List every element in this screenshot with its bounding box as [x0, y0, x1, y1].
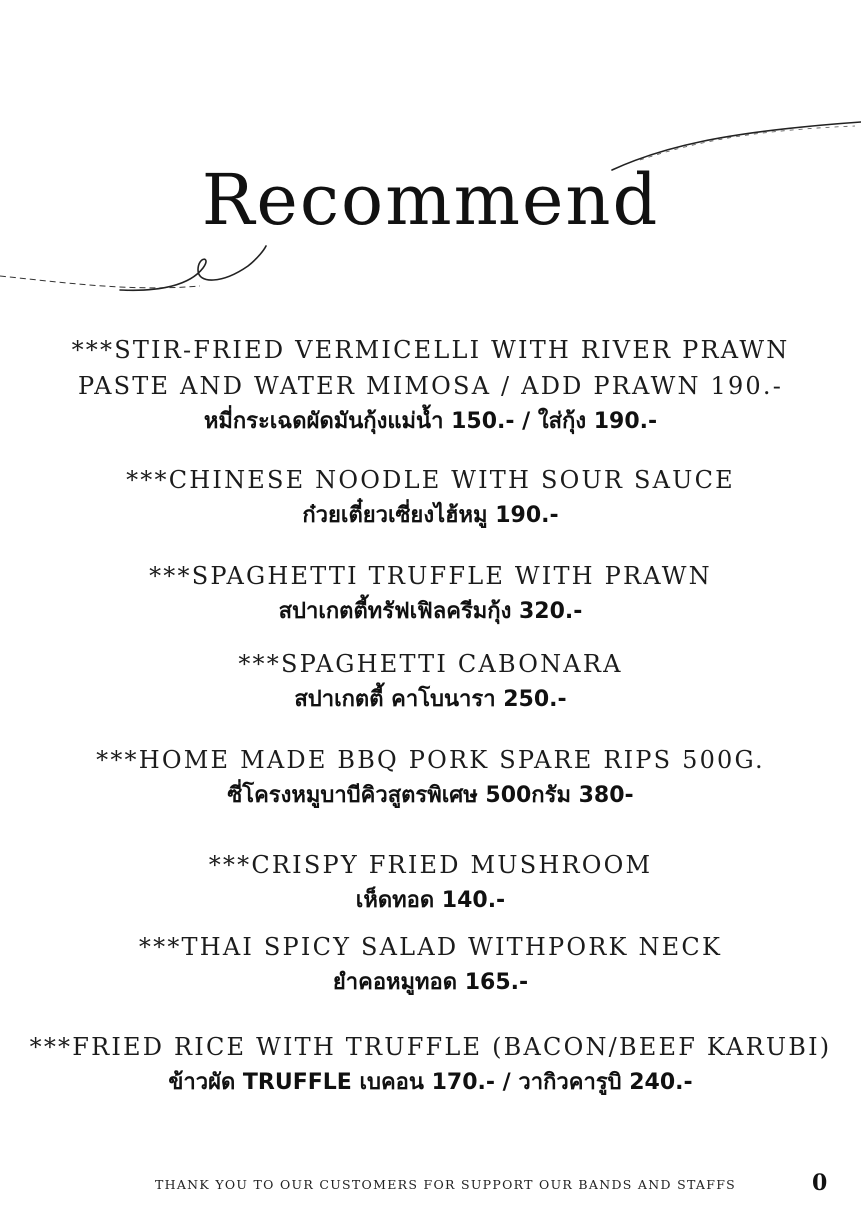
menu-item-name-line: ***FRIED RICE WITH TRUFFLE (BACON/BEEF KARUBI)	[29, 1033, 832, 1061]
page-number: 0	[812, 1170, 828, 1196]
menu-item-name-line: ***HOME MADE BBQ PORK SPARE RIPS 500G.	[96, 746, 765, 774]
menu-item	[0, 929, 861, 1001]
menu-item-thai-name-price: สปาเกตตี้ คาโบนารา 250.-	[294, 687, 567, 712]
menu-item-name-line: PASTE AND WATER MIMOSA / ADD PRAWN 190.-	[77, 372, 784, 400]
menu-item-thai-name-price: ข้าวผัด TRUFFLE เบคอน 170.- / วากิวคารูบิ 240.-	[168, 1070, 693, 1095]
menu-item-name-line: ***THAI SPICY SALAD WITHPORK NECK	[138, 933, 723, 961]
menu-item	[0, 558, 861, 630]
menu-item	[0, 1029, 861, 1101]
menu-item-name-line: ***SPAGHETTI TRUFFLE WITH PRAWN	[149, 562, 712, 590]
menu-item-thai-name-price: ซี่โครงหมูบาบีคิวสูตรพิเศษ 500กรัม 380-	[227, 783, 634, 808]
menu-item-thai-name-price: ก๋วยเตี๋ยวเซี่ยงไฮ้หมู 190.-	[302, 503, 559, 528]
menu-item-thai-name-price: ยำคอหมูทอด 165.-	[332, 970, 529, 995]
menu-item-thai-name-price: สปาเกตตี้ทรัฟเฟิลครีมกุ้ง 320.-	[278, 599, 583, 624]
menu-item-name-line: ***STIR-FRIED VERMICELLI WITH RIVER PRAWN	[71, 336, 790, 364]
menu-item	[0, 462, 861, 534]
menu-item-name-line: ***CHINESE NOODLE WITH SOUR SAUCE	[126, 466, 735, 494]
flourish-bottom-left-curl	[120, 246, 266, 290]
menu-item	[0, 742, 861, 814]
menu-item-thai-name-price: หมี่กระเฉดผัดมันกุ้งแม่น้ำ 150.- / ใส่กุ้ง 190.-	[203, 409, 658, 434]
page-title: Recommend	[201, 159, 660, 241]
footer-thank-you: THANK YOU TO OUR CUSTOMERS FOR SUPPORT OUR BANDS AND STAFFS	[155, 1177, 737, 1192]
menu-item	[0, 847, 861, 919]
menu-item-name-line: ***SPAGHETTI CABONARA	[238, 650, 623, 678]
menu-item-name-line: ***CRISPY FRIED MUSHROOM	[208, 851, 653, 879]
menu-item	[0, 646, 861, 718]
menu-item-thai-name-price: เห็ดทอด 140.-	[355, 888, 506, 913]
menu-item	[0, 332, 861, 440]
